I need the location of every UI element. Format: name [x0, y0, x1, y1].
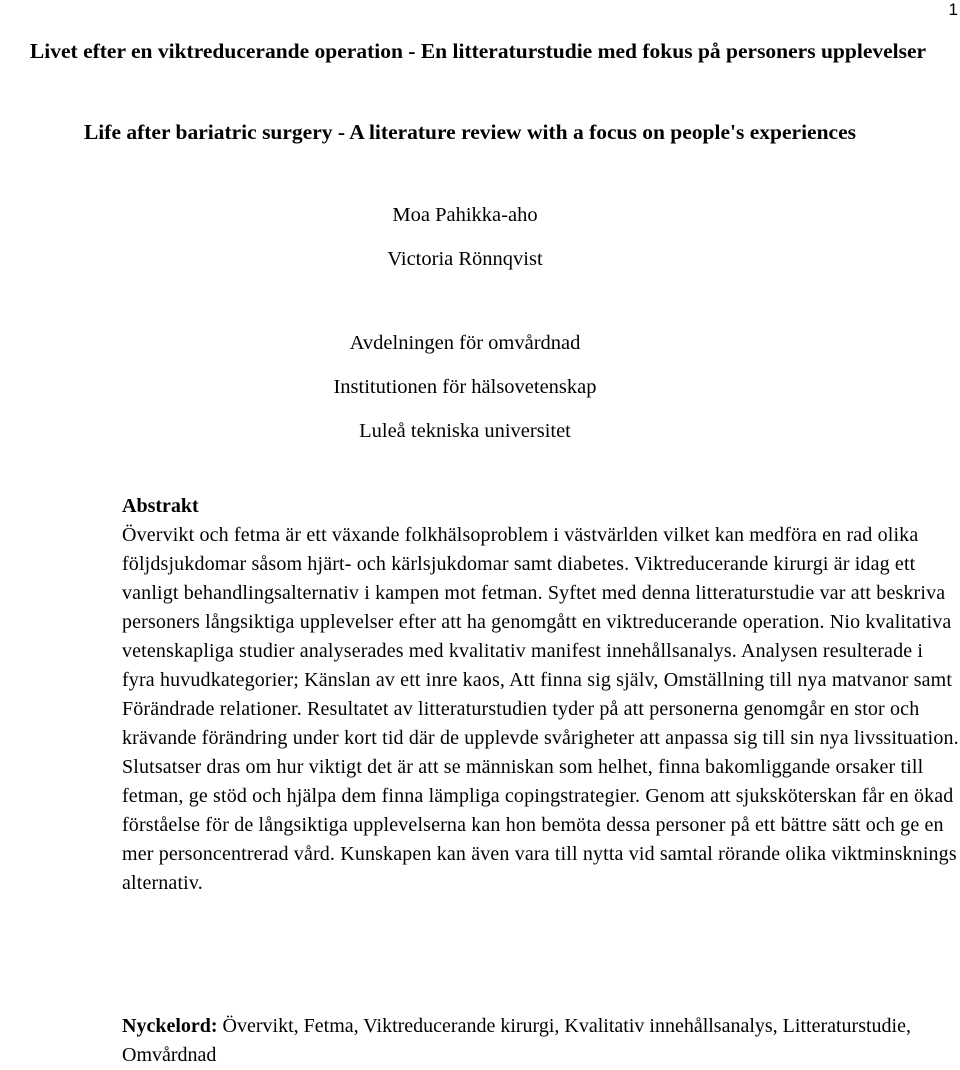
abstract-text: Övervikt och fetma är ett växande folkhälsoproblem i västvärlden vilket kan medföra en rad olika följdsjukdomar såsom hjärt- och kärlsjukdomar samt diabetes. Viktreducerande kirurgi är idag ett vanligt behandlingsalternativ i kampen mot fetman. Syftet med denna litteraturstudie var att beskriva personers långsiktiga upplevelser efter att ha genomgått en viktreducerande operation. Nio kvalitativa vetenskapliga studier analyserades med kvalitativ manifest innehållsanalys. Analysen resulterade i fyra huvudkategorier; Känslan av ett inre kaos, Att finna sig själv, Omställning till nya matvanor samt Förändrade relationer. Resultatet av litteraturstudien tyder på att personerna genomgår en stor och krävande förändring under kort tid där de upplevde svårigheter att anpassa sig till sin nya livssituation. Slutsatser dras om hur viktigt det är att se människan som helhet, finna bakomliggande orsaker till fetman, ge stöd och hjälpa dem finna lämpliga copingstrategier. Genom att sjuksköterskan får en ökad förståelse för de långsiktiga upplevelserna kan hon bemöta dessa personer på ett bättre sätt och ge en mer personcentrerad vård. Kunskapen kan även vara till nytta vid samtal rörande olika viktminsknings alternativ. [122, 524, 959, 894]
title-swedish: Livet efter en viktreducerande operation - En litteraturstudie med fokus på personers upplevelser [29, 39, 927, 63]
keywords [122, 1012, 960, 1070]
author-list [0, 193, 930, 281]
affiliation-block [0, 321, 930, 453]
abstract-section [122, 492, 960, 898]
author-name: Moa Pahikka-aho [392, 204, 538, 226]
institution: Institutionen för hälsovetenskap [333, 376, 597, 398]
keywords-label: Nyckelord: [122, 1015, 218, 1037]
university: Luleå tekniska universitet [359, 420, 571, 442]
title-english: Life after bariatric surgery - A literature review with a focus on people's experiences [83, 120, 857, 144]
author-name: Victoria Rönnqvist [387, 248, 543, 270]
page-number: 1 [948, 0, 958, 19]
department: Avdelningen för omvårdnad [349, 332, 581, 354]
keywords-text: Övervikt, Fetma, Viktreducerande kirurgi, Kvalitativ innehållsanalys, Litteraturstudie, Omvårdnad [122, 1015, 911, 1066]
abstract-heading: Abstrakt [122, 495, 199, 517]
